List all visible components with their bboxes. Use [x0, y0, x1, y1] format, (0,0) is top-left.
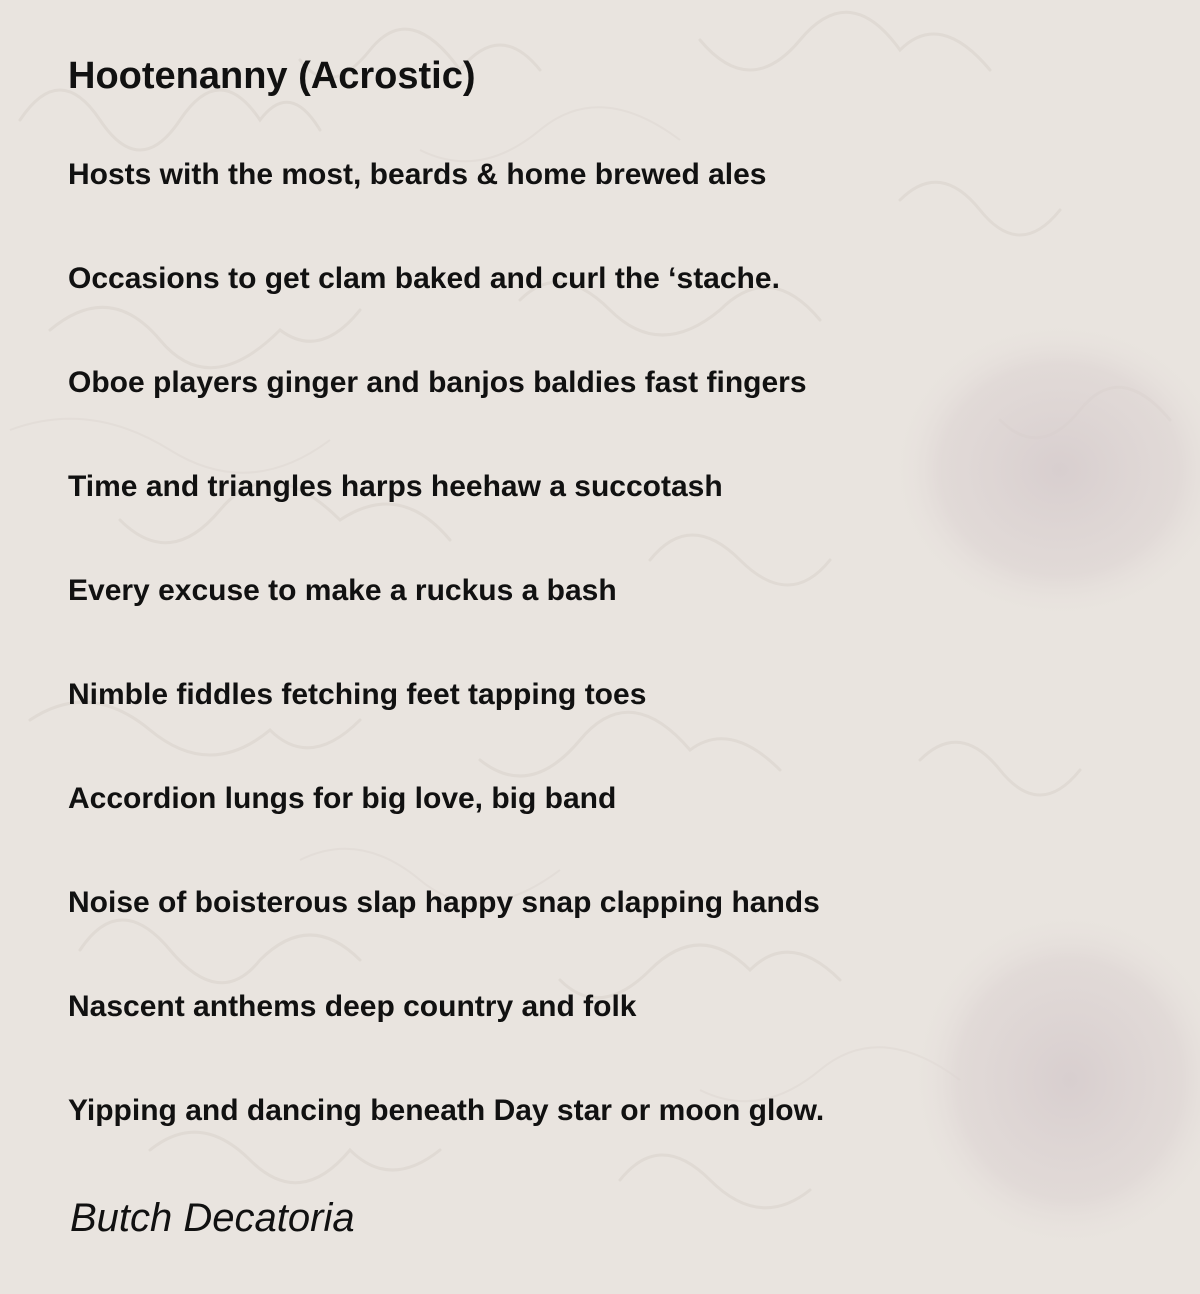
poem-line: Occasions to get clam baked and curl the ‘stache.: [68, 262, 780, 295]
poem-line: Noise of boisterous slap happy snap clapping hands: [68, 886, 820, 919]
poem-author: Butch Decatoria: [70, 1196, 355, 1240]
poem-line: Yipping and dancing beneath Day star or moon glow.: [68, 1094, 825, 1127]
poem-line: Nimble fiddles fetching feet tapping toes: [68, 678, 647, 711]
poem-title: Hootenanny (Acrostic): [68, 55, 476, 97]
poem-line: Nascent anthems deep country and folk: [68, 990, 637, 1023]
poem-line: Every excuse to make a ruckus a bash: [68, 574, 617, 607]
poem-line: Hosts with the most, beards & home brewed ales: [68, 158, 767, 191]
poem-line: Oboe players ginger and banjos baldies fast fingers: [68, 366, 807, 399]
poem-line: Accordion lungs for big love, big band: [68, 782, 617, 815]
poem-line: Time and triangles harps heehaw a succotash: [68, 470, 723, 503]
